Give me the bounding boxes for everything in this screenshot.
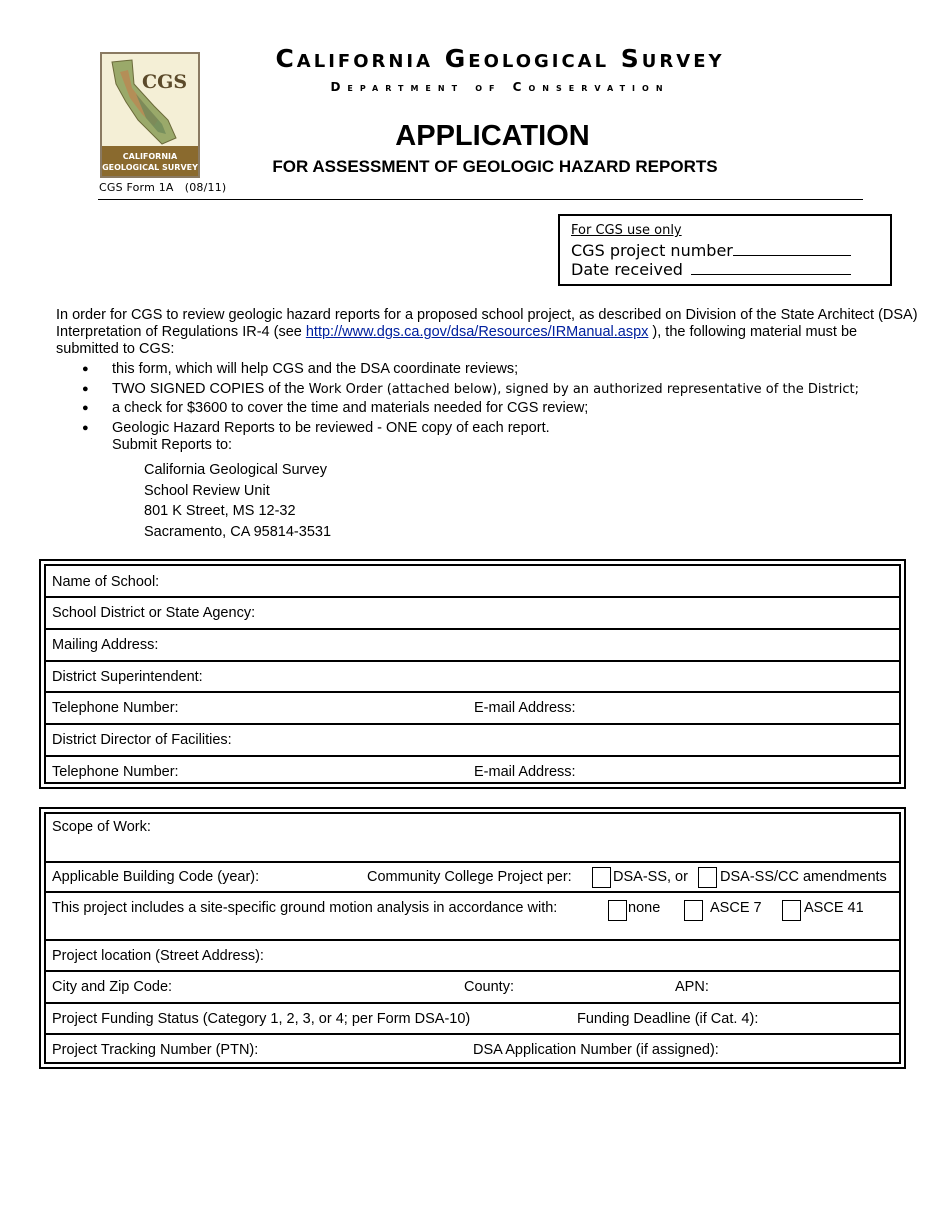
name-of-school-label: Name of School: (52, 574, 160, 590)
telephone-label: Telephone Number: (52, 700, 179, 716)
apn-label: APN: (675, 979, 709, 995)
cgs-project-number-label: CGS project number (571, 241, 733, 260)
superintendent-row[interactable] (46, 662, 899, 693)
ground-motion-row (46, 893, 899, 941)
school-info-table (39, 559, 906, 789)
asce7-label: ASCE 7 (710, 900, 762, 916)
funding-row[interactable] (46, 1004, 899, 1035)
director-row[interactable] (46, 725, 899, 757)
building-code-label: Applicable Building Code (year): (52, 869, 260, 885)
bullet-icon: ● (82, 363, 89, 375)
list-item-text: a check for $3600 to cover the time and materials needed for CGS review; (112, 400, 589, 416)
district-row[interactable] (46, 598, 899, 630)
date-received-field[interactable] (571, 260, 851, 279)
date-received-label: Date received (571, 260, 683, 279)
logo-text: CGS (142, 71, 188, 93)
cgs-logo (100, 52, 200, 178)
logo-caption-2: GEOLOGICAL SURVEY (102, 163, 198, 172)
dsa-ss-checkbox[interactable] (592, 867, 611, 888)
mailing-address-block (144, 460, 331, 543)
list-item-text-part: Work Order (attached below), signed by an authorized representative of the District; (308, 381, 859, 397)
none-checkbox[interactable] (608, 900, 627, 921)
cgs-project-number-field[interactable] (571, 241, 851, 260)
email-label: E-mail Address: (474, 764, 576, 780)
funding-deadline-label: Funding Deadline (if Cat. 4): (577, 1011, 759, 1027)
requirements-list (82, 360, 922, 438)
bullet-icon: ● (82, 402, 89, 414)
project-info-grid (44, 812, 901, 1064)
school-info-grid (44, 564, 901, 784)
district-label: School District or State Agency: (52, 605, 256, 621)
email-label: E-mail Address: (474, 700, 576, 716)
ir-manual-link[interactable]: http://www.dgs.ca.gov/dsa/Resources/IRManual.aspx (305, 324, 649, 340)
list-item (82, 399, 922, 419)
cgs-use-heading: For CGS use only (571, 223, 682, 238)
list-item (82, 419, 922, 439)
intro-text-1: In order for CGS to review geologic hazard reports for a proposed school project, as described on Division of the State Architect (DSA) Interpretation of Regulations IR-4 (see (56, 307, 918, 340)
city-zip-row[interactable] (46, 972, 899, 1004)
project-location-row[interactable] (46, 941, 899, 972)
dsa-ss-label: DSA-SS, or (613, 869, 688, 885)
asce7-checkbox[interactable] (684, 900, 703, 921)
list-item-text (112, 380, 859, 400)
list-item (82, 380, 922, 400)
department-name: Department of Conservation (330, 80, 670, 94)
list-item (82, 360, 922, 380)
intro-text-2: ), the following material must be submitted to CGS: (56, 324, 858, 357)
intro-paragraph (56, 307, 918, 358)
dsa-app-number-label: DSA Application Number (if assigned): (473, 1042, 719, 1058)
document-title: APPLICATION (395, 120, 590, 152)
address-line: Sacramento, CA 95814-3531 (144, 524, 332, 541)
header-divider (98, 199, 863, 200)
submit-to-label: Submit Reports to: (112, 437, 233, 453)
community-college-label: Community College Project per: (367, 869, 572, 885)
mailing-address-label: Mailing Address: (52, 637, 159, 653)
building-code-row (46, 863, 899, 893)
superintendent-contact-row[interactable] (46, 693, 899, 725)
list-item-text: Geologic Hazard Reports to be reviewed - ONE copy of each report. (112, 419, 550, 436)
bullet-icon: ● (82, 421, 89, 434)
form-id: CGS Form 1A (08/11) (99, 181, 227, 194)
project-info-table (39, 807, 906, 1069)
address-line: California Geological Survey (144, 462, 327, 478)
ground-motion-label: This project includes a site-specific ground motion analysis in accordance with: (52, 900, 558, 916)
bullet-icon: ● (82, 382, 89, 395)
dsa-sscc-label: DSA-SS/CC amendments (720, 869, 887, 885)
director-label: District Director of Facilities: (52, 732, 232, 748)
date-received-blank[interactable] (691, 260, 851, 275)
asce41-checkbox[interactable] (782, 900, 801, 921)
tracking-row[interactable] (46, 1035, 899, 1066)
scope-of-work-label: Scope of Work: (52, 819, 151, 835)
org-name: California Geological Survey (275, 44, 725, 73)
city-zip-label: City and Zip Code: (52, 979, 173, 995)
county-label: County: (464, 979, 514, 995)
ptn-label: Project Tracking Number (PTN): (52, 1042, 259, 1058)
mailing-address-row[interactable] (46, 630, 899, 662)
cgs-use-only-box (558, 214, 892, 286)
director-contact-row[interactable] (46, 757, 899, 788)
list-item-text: this form, which will help CGS and the DSA coordinate reviews; (112, 361, 519, 377)
name-of-school-row[interactable] (46, 566, 899, 598)
list-item-text-part: TWO SIGNED COPIES of the (112, 380, 309, 397)
dsa-sscc-checkbox[interactable] (698, 867, 717, 888)
address-line: 801 K Street, MS 12-32 (144, 503, 296, 520)
scope-of-work-row[interactable] (46, 814, 899, 863)
logo-caption-1: CALIFORNIA (122, 152, 178, 161)
cgs-project-number-blank[interactable] (733, 241, 851, 256)
document-subtitle: FOR ASSESSMENT OF GEOLOGIC HAZARD REPORTS (272, 157, 718, 176)
telephone-label: Telephone Number: (52, 764, 179, 780)
address-line: School Review Unit (144, 482, 270, 499)
none-label: none (628, 900, 661, 916)
asce41-label: ASCE 41 (804, 900, 864, 916)
superintendent-label: District Superintendent: (52, 669, 203, 685)
funding-status-label: Project Funding Status (Category 1, 2, 3, or 4; per Form DSA-10) (52, 1011, 471, 1027)
project-location-label: Project location (Street Address): (52, 948, 264, 964)
